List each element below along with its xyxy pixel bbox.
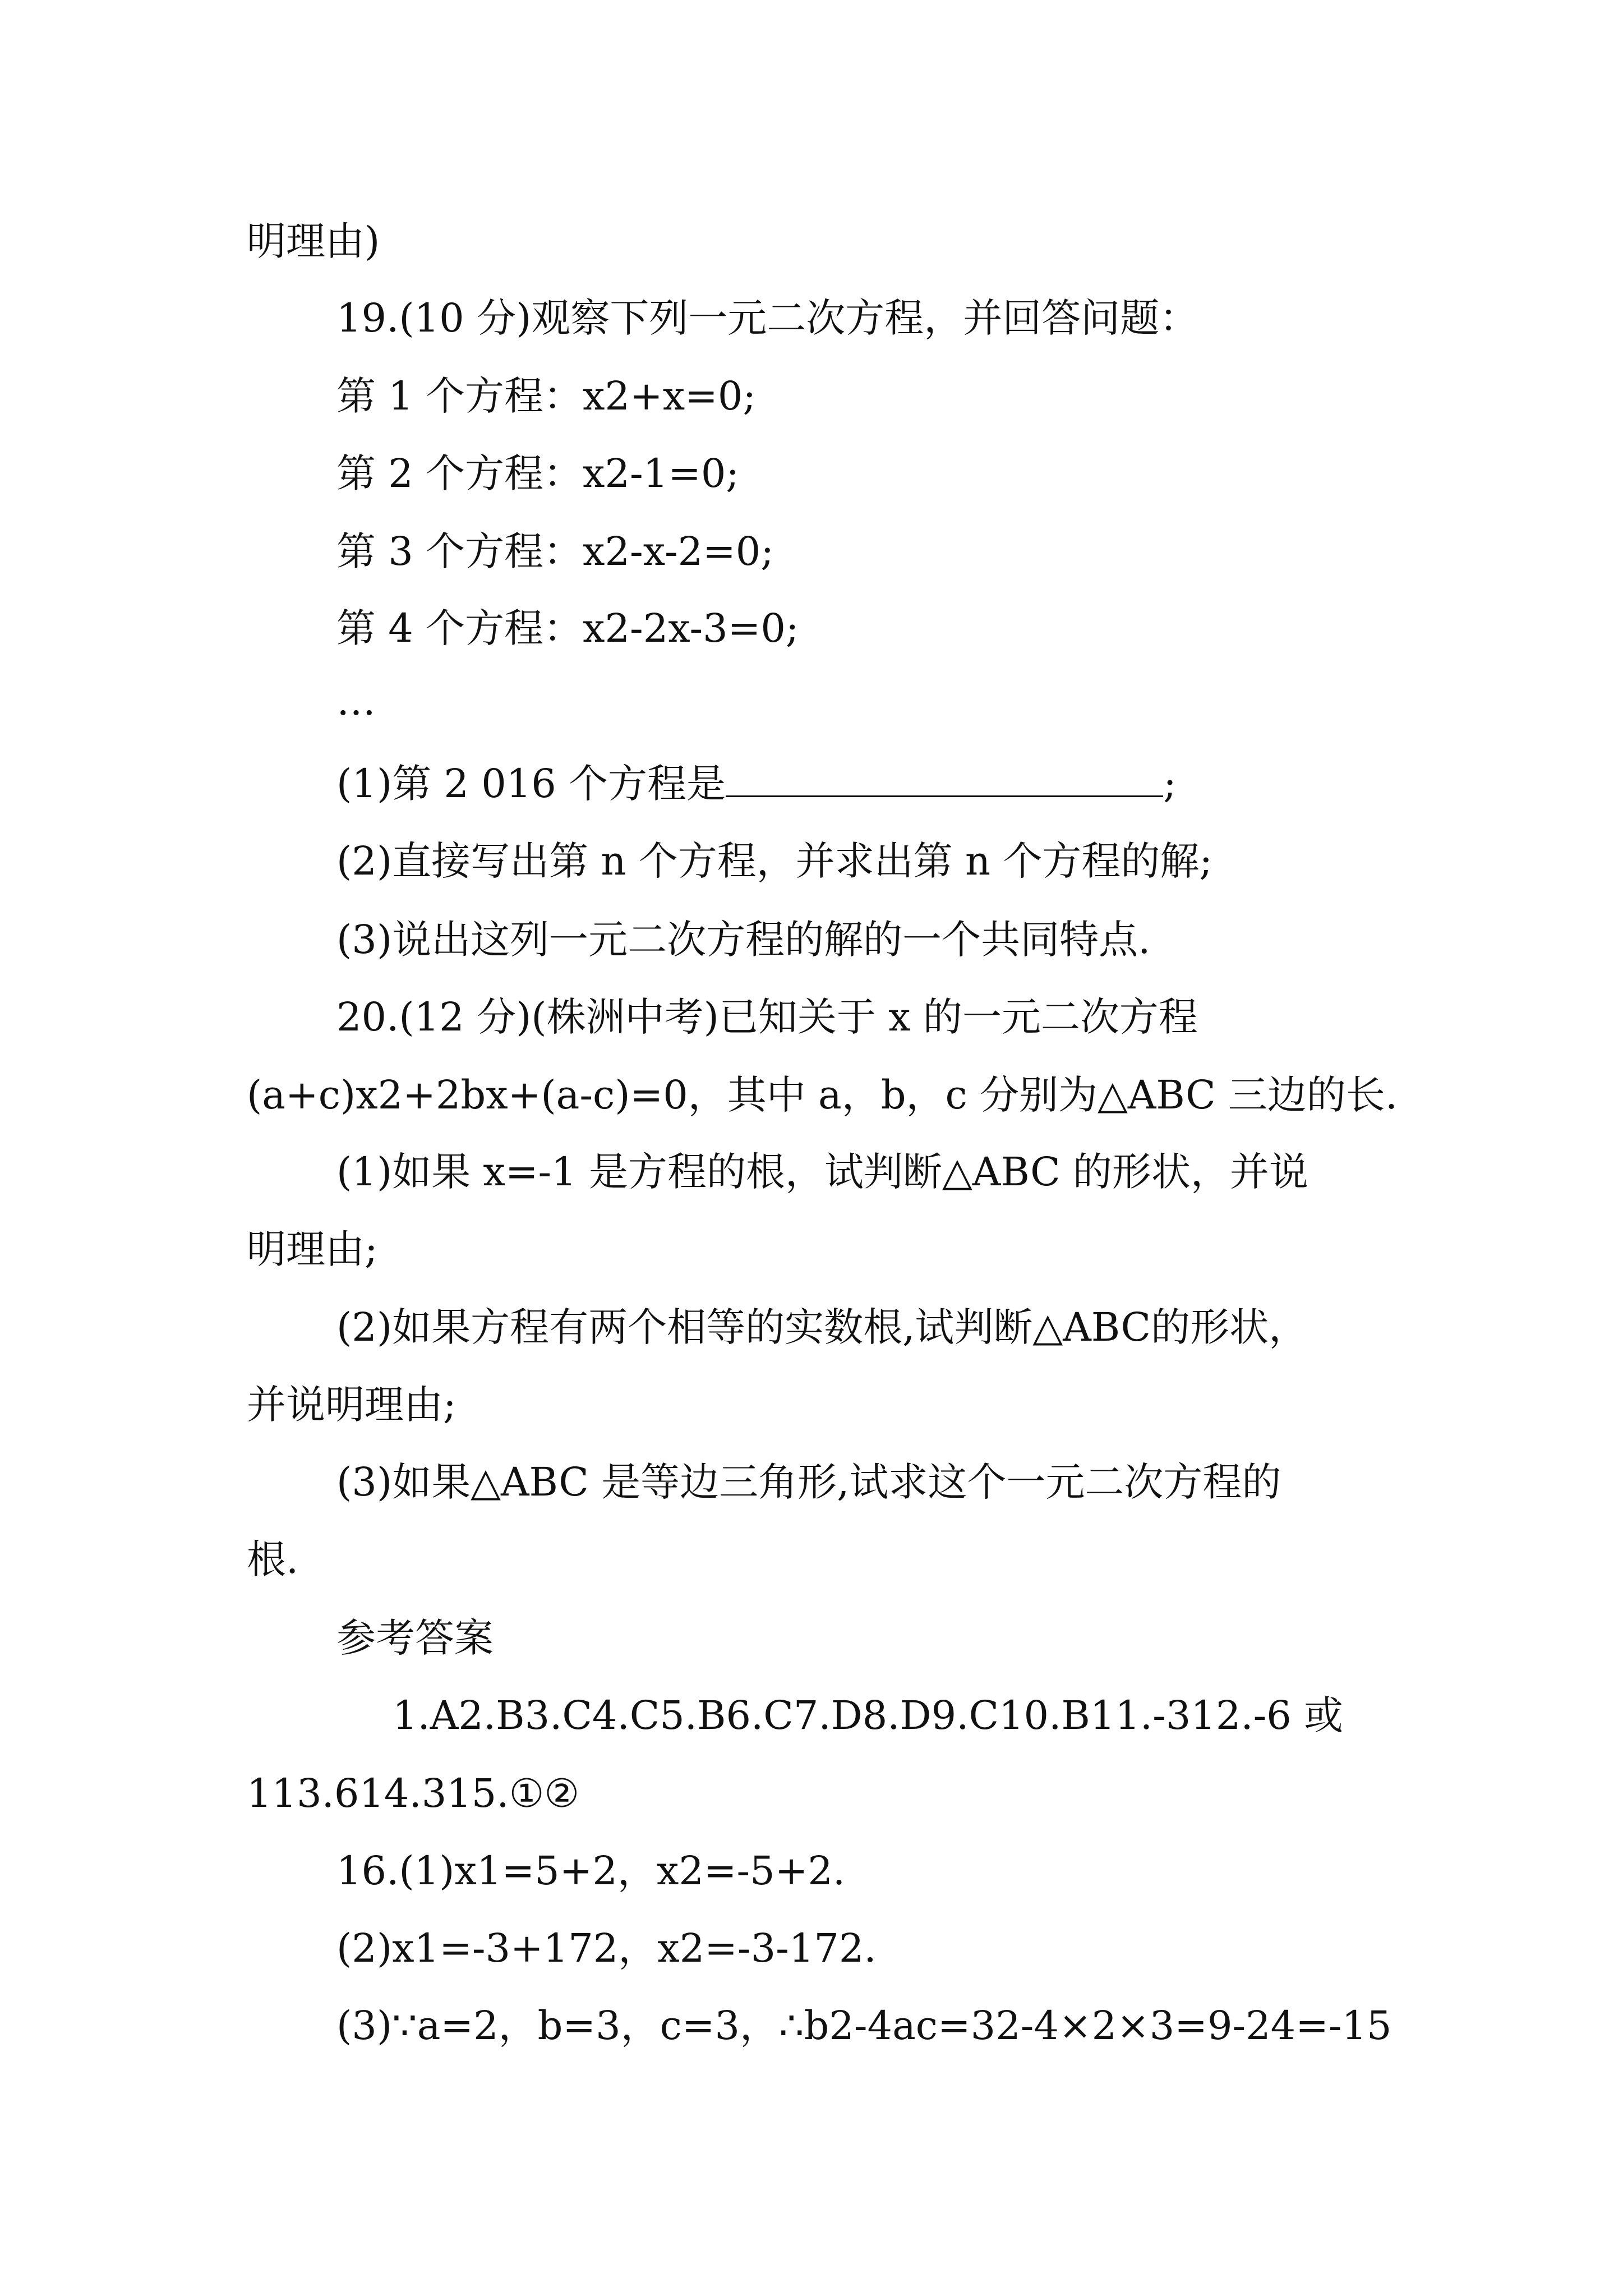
equation-1: 第 1 个方程：x2+x=0; <box>336 373 756 419</box>
question-20-part-3-cont: 根. <box>247 1536 299 1582</box>
text-line: 明理由) <box>247 218 380 264</box>
question-19-part-1 <box>336 758 1177 809</box>
question-20-equation: (a+c)x2+2bx+(a-c)=0，其中 a，b，c 分别为△ABC 三边的长. <box>247 1072 1398 1118</box>
answers-line-2: 113.614.315.①② <box>247 1770 580 1816</box>
question-19-part-1-text: (1)第 2 016 个方程是 <box>336 761 726 807</box>
question-20-heading: 20.(12 分)(株洲中考)已知关于 x 的一元二次方程 <box>336 994 1198 1040</box>
question-20-part-2: (2)如果方程有两个相等的实数根,试判断△ABC的形状， <box>336 1304 1308 1350</box>
question-20-part-3: (3)如果△ABC 是等边三角形,试求这个一元二次方程的 <box>336 1459 1281 1505</box>
question-19-part-3: (3)说出这列一元二次方程的解的一个共同特点. <box>336 917 1151 963</box>
answer-blank-end: ; <box>1163 761 1177 807</box>
answer-16-part-2: (2)x1=-3+172，x2=-3-172. <box>336 1925 877 1971</box>
question-20-part-2-cont: 并说明理由; <box>247 1382 457 1428</box>
answer-16-part-3: (3)∵a=2，b=3，c=3，∴b2-4ac=32-4×2×3=9-24=-15 <box>336 2003 1392 2049</box>
question-19-heading: 19.(10 分)观察下列一元二次方程，并回答问题： <box>336 295 1199 341</box>
question-19-part-2: (2)直接写出第 n 个方程，并求出第 n 个方程的解; <box>336 838 1212 884</box>
answers-line-1: 1.A2.B3.C4.C5.B6.C7.D8.D9.C10.B11.-312.-6 或 <box>393 1692 1344 1738</box>
equation-4: 第 4 个方程：x2-2x-3=0; <box>336 605 799 651</box>
answer-heading: 参考答案 <box>336 1615 494 1661</box>
ellipsis: … <box>336 678 376 724</box>
question-20-part-1-cont: 明理由; <box>247 1226 378 1272</box>
answer-blank <box>726 762 1163 797</box>
equation-3: 第 3 个方程：x2-x-2=0; <box>336 528 774 574</box>
equation-2: 第 2 个方程：x2-1=0; <box>336 450 740 496</box>
answer-16-part-1: 16.(1)x1=5+2，x2=-5+2. <box>336 1848 846 1894</box>
question-20-part-1: (1)如果 x=-1 是方程的根，试判断△ABC 的形状，并说 <box>336 1149 1308 1195</box>
